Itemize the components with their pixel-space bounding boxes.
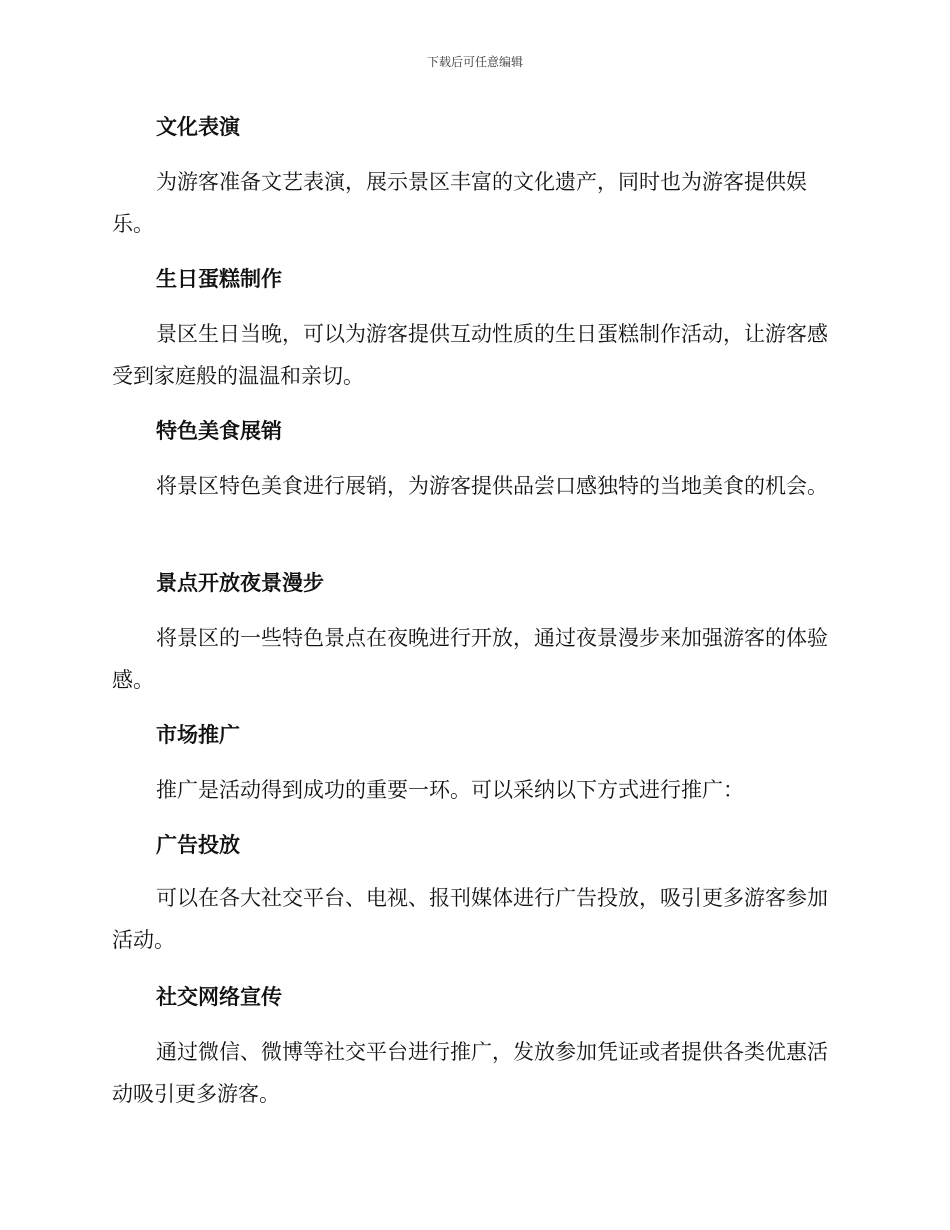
section-paragraph: 景区生日当晚，可以为游客提供互动性质的生日蛋糕制作活动，让游客感受到家庭般的温温和亲切。 xyxy=(112,322,828,388)
section-heading: 生日蛋糕制作 xyxy=(156,267,282,291)
section-paragraph: 将景区的一些特色景点在夜晚进行开放，通过夜景漫步来加强游客的体验感。 xyxy=(112,626,828,692)
section-paragraph: 可以在各大社交平台、电视、报刊媒体进行广告投放，吸引更多游客参加活动。 xyxy=(112,886,828,952)
section-heading: 特色美食展销 xyxy=(156,419,282,443)
section-heading: 广告投放 xyxy=(156,833,240,857)
section-paragraph: 为游客准备文艺表演，展示景区丰富的文化遗产，同时也为游客提供娱乐。 xyxy=(112,170,807,236)
section-heading: 市场推广 xyxy=(156,723,240,747)
section-paragraph: 推广是活动得到成功的重要一环。可以采纳以下方式进行推广： xyxy=(156,778,744,802)
section-paragraph: 将景区特色美食进行展销，为游客提供品尝口感独特的当地美食的机会。 xyxy=(156,474,828,498)
section-paragraph: 通过微信、微博等社交平台进行推广，发放参加凭证或者提供各类优惠活动吸引更多游客。 xyxy=(112,1040,828,1106)
section-heading: 景点开放夜景漫步 xyxy=(156,571,324,595)
section-heading: 社交网络宣传 xyxy=(156,985,282,1009)
section-heading: 文化表演 xyxy=(156,115,240,139)
page-header: 下载后可任意编辑 xyxy=(426,55,523,69)
